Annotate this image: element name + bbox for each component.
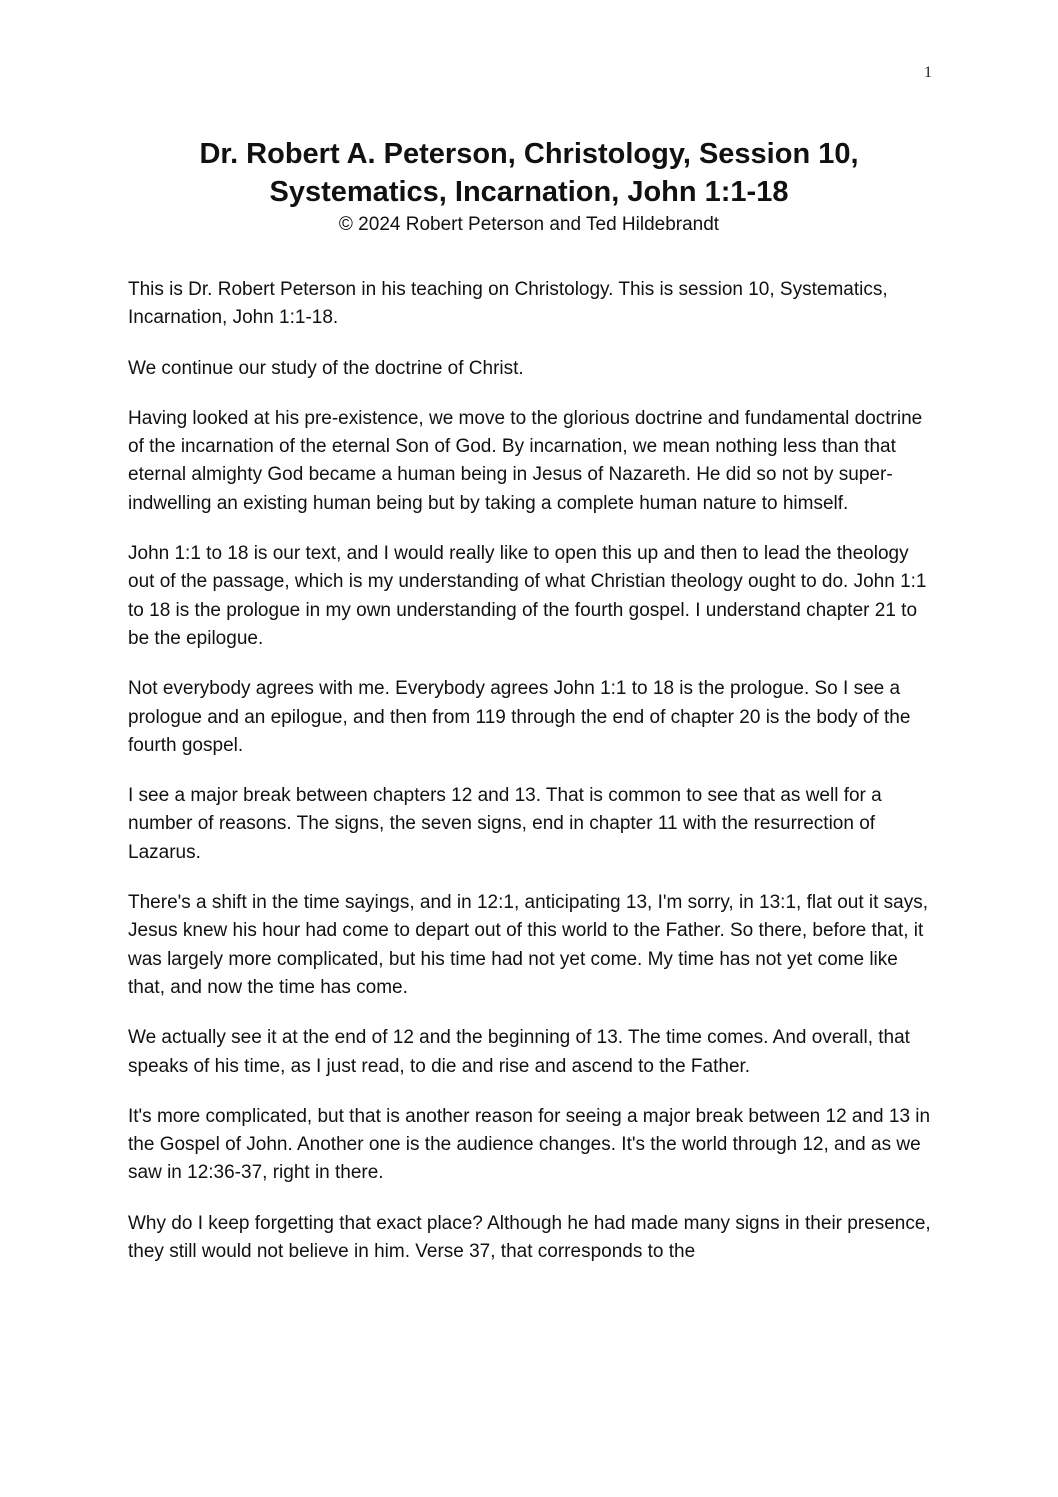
body-text — [128, 276, 940, 1288]
paragraph: Having looked at his pre-existence, we move to the glorious doctrine and fundamental doctrine of the incarnation of the eternal Son of God. By incarnation, we mean nothing less than that eternal almighty God became a human being in Jesus of Nazareth. He did so not by super-indwelling an existing human being but by taking a complete human nature to himself. — [128, 407, 923, 514]
paragraph: We actually see it at the end of 12 and the beginning of 13. The time comes. And overall, that speaks of his time, as I just read, to die and rise and ascend to the Father. — [128, 1027, 910, 1077]
paragraph: We continue our study of the doctrine of Christ. — [128, 357, 524, 379]
document-title — [128, 135, 930, 211]
page-number: 1 — [924, 64, 932, 81]
paragraph: John 1:1 to 18 is our text, and I would really like to open this up and then to lead the theology out of the passage, which is my understanding of what Christian theology ought to do. John 1:1 to 18 is the prologue in my own understanding of the fourth gospel. I understand chapter 21 to be the epilogue. — [128, 543, 927, 649]
paragraph: This is Dr. Robert Peterson in his teaching on Christology. This is session 10, Systematics, Incarnation, John 1:1-18. — [128, 279, 888, 329]
copyright-line: © 2024 Robert Peterson and Ted Hildebrandt — [338, 214, 720, 235]
title-line-1: Dr. Robert A. Peterson, Christology, Session 10, — [199, 138, 859, 170]
paragraph: I see a major break between chapters 12 and 13. That is common to see that as well for a number of reasons. The signs, the seven signs, end in chapter 11 with the resurrection of Lazarus. — [128, 785, 882, 863]
document-header — [128, 135, 930, 237]
paragraph: Not everybody agrees with me. Everybody agrees John 1:1 to 18 is the prologue. So I see a prologue and an epilogue, and then from 119 through the end of chapter 20 is the body of the fourth gospel. — [128, 678, 911, 756]
paragraph: Why do I keep forgetting that exact place? Although he had made many signs in their presence, they still would not believe in him. Verse 37, that corresponds to the — [128, 1212, 931, 1263]
paragraph: It's more complicated, but that is another reason for seeing a major break between 12 and 13 in the Gospel of John. Another one is the audience changes. It's the world through 12, and as we saw in 12:36-37, right in there. — [128, 1105, 931, 1184]
title-line-2: Systematics, Incarnation, John 1:1-18 — [269, 176, 789, 208]
paragraph: There's a shift in the time sayings, and in 12:1, anticipating 13, I'm sorry, in 13:1, flat out it says, Jesus knew his hour had come to depart out of this world to the Father. So there, before that, it was largely more complicated, but his time had not yet come. My time has not yet come like that, and now the time has come. — [128, 892, 929, 998]
